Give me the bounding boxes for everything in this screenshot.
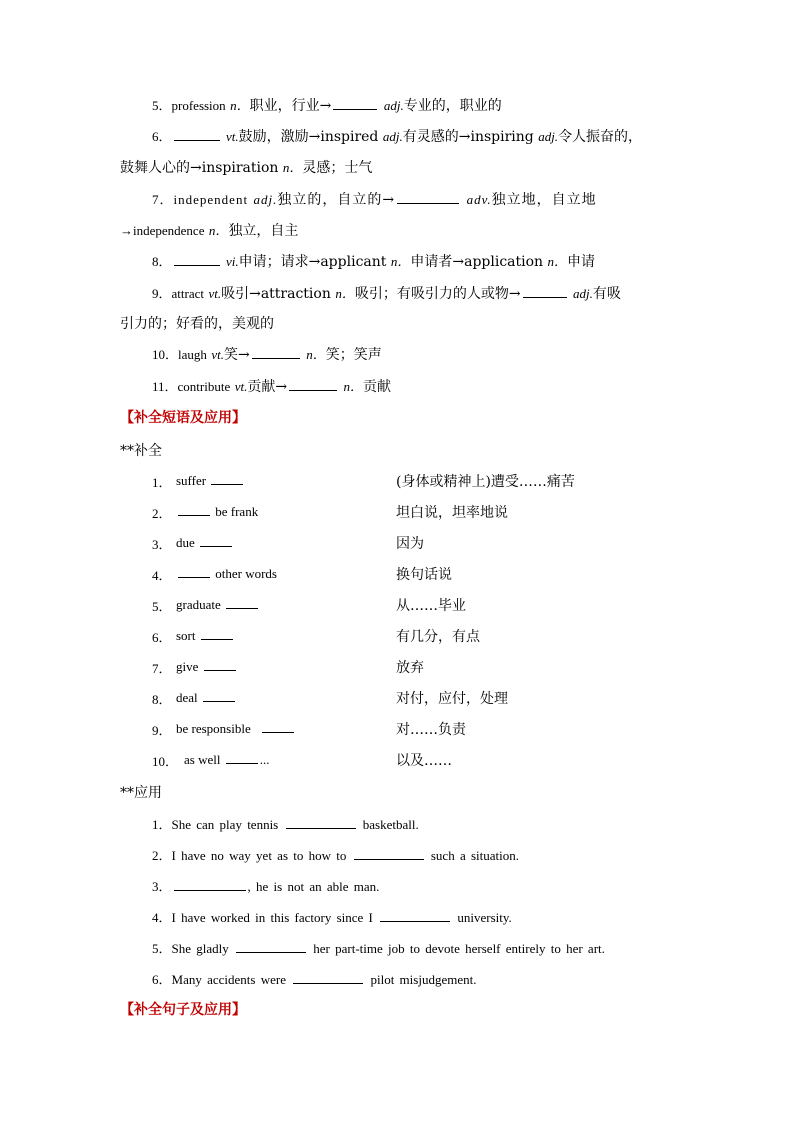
answer-blank[interactable] bbox=[286, 816, 356, 829]
answer-blank[interactable] bbox=[178, 565, 210, 578]
application-sentence: 4．I have worked in this factory since I university. bbox=[152, 910, 512, 925]
vocab-item-8: 8． vi.申请；请求→applicant n．申请者→application n．申请 bbox=[152, 254, 596, 270]
application-sentence: 5．She gladly her part-time job to devote herself entirely to her art. bbox=[152, 941, 605, 956]
vocab-item-6-cont: 鼓舞人心的→inspiration n．灵感；士气 bbox=[120, 160, 373, 176]
answer-blank[interactable] bbox=[201, 627, 233, 640]
vocab-item-7-cont: →independence n．独立，自主 bbox=[120, 223, 299, 239]
answer-blank[interactable] bbox=[178, 503, 210, 516]
vocab-item-9-cont: 引力的；好看的，美观的 bbox=[120, 316, 274, 332]
answer-blank[interactable] bbox=[236, 940, 306, 953]
answer-blank[interactable] bbox=[252, 346, 300, 359]
section-title-phrases: 【补全短语及应用】 bbox=[120, 410, 246, 426]
vocab-item-5: 5．profession n．职业，行业→ adj.专业的，职业的 bbox=[152, 98, 502, 114]
vocab-item-7: 7．independent adj.独立的，自立的→ adv.独立地，自立地 bbox=[152, 192, 597, 208]
fill-subheading: **补全 bbox=[120, 443, 162, 459]
answer-blank[interactable] bbox=[174, 878, 246, 891]
answer-blank[interactable] bbox=[380, 909, 450, 922]
answer-blank[interactable] bbox=[203, 689, 235, 702]
answer-blank[interactable] bbox=[333, 97, 377, 110]
application-sentence: 3． , he is not an able man. bbox=[152, 879, 380, 894]
answer-blank[interactable] bbox=[226, 751, 258, 764]
answer-blank[interactable] bbox=[262, 720, 294, 733]
answer-blank[interactable] bbox=[200, 534, 232, 547]
answer-blank[interactable] bbox=[174, 128, 220, 141]
section-title-sentences: 【补全句子及应用】 bbox=[120, 1002, 246, 1018]
answer-blank[interactable] bbox=[397, 191, 459, 204]
application-sentence: 1．She can play tennis basketball. bbox=[152, 817, 419, 832]
answer-blank[interactable] bbox=[289, 378, 337, 391]
answer-blank[interactable] bbox=[523, 285, 567, 298]
answer-blank[interactable] bbox=[354, 847, 424, 860]
vocab-item-9: 9．attract vt.吸引→attraction n．吸引；有吸引力的人或物→ adj.有吸 bbox=[152, 286, 621, 302]
vocab-item-10: 10．laugh vt.笑→ n．笑；笑声 bbox=[152, 347, 382, 363]
answer-blank[interactable] bbox=[211, 472, 243, 485]
answer-blank[interactable] bbox=[226, 596, 258, 609]
vocab-item-6: 6． vt.鼓励，激励→inspired adj.有灵感的→inspiring adj.令人振奋的， bbox=[152, 129, 643, 145]
application-sentence: 2．I have no way yet as to how to such a situation. bbox=[152, 848, 520, 863]
vocab-item-11: 11．contribute vt.贡献→ n．贡献 bbox=[152, 379, 392, 395]
apply-subheading: **应用 bbox=[120, 785, 162, 801]
application-sentence: 6．Many accidents were pilot misjudgement. bbox=[152, 972, 477, 987]
answer-blank[interactable] bbox=[204, 658, 236, 671]
answer-blank[interactable] bbox=[293, 971, 363, 984]
answer-blank[interactable] bbox=[174, 253, 220, 266]
document-page: 5．profession n．职业，行业→ adj.专业的，职业的 6． vt.鼓励，激励→inspired adj.有灵感的→inspiring adj.令人振奋的， 鼓舞人心的→inspiration n．灵感；士气 7．independent adj.独立的，自立的→ adv.独立地，自立地 →independence n．独立，自主 8． vi.申请；请求→applicant n．申请者→application n．申请 9．attract vt.吸引→attraction n．吸引；有吸引力的人或物→ adj.有吸 引力的；好看的，美观的 10．laugh vt.笑→ n．笑；笑声 11．contribute vt.贡献→ n．贡献 【补全短语及应用】 **补全 1． suffer (身体或精神上)遭受……痛苦 2． be frank 坦白说，坦率地说 3． due 因为 4． other words 换句话说 5． graduate 从……毕业 6． sort 有几分，有点 7． give 放弃 8． deal 对付，应付，处理 9． be responsible 对……负责 10． as well ... 以及…… **应用 1．She can play tennis basketball. 2．I have no way yet as to how to such a situation. 3． , he is not an able man. 4．I have worked in this factory since I university. 5．She gladly her part-time job to devote herself entirely to her art. 6．Many accidents were pilot misjudgement. 【补全句子及应用】 bbox=[0, 0, 794, 1123]
